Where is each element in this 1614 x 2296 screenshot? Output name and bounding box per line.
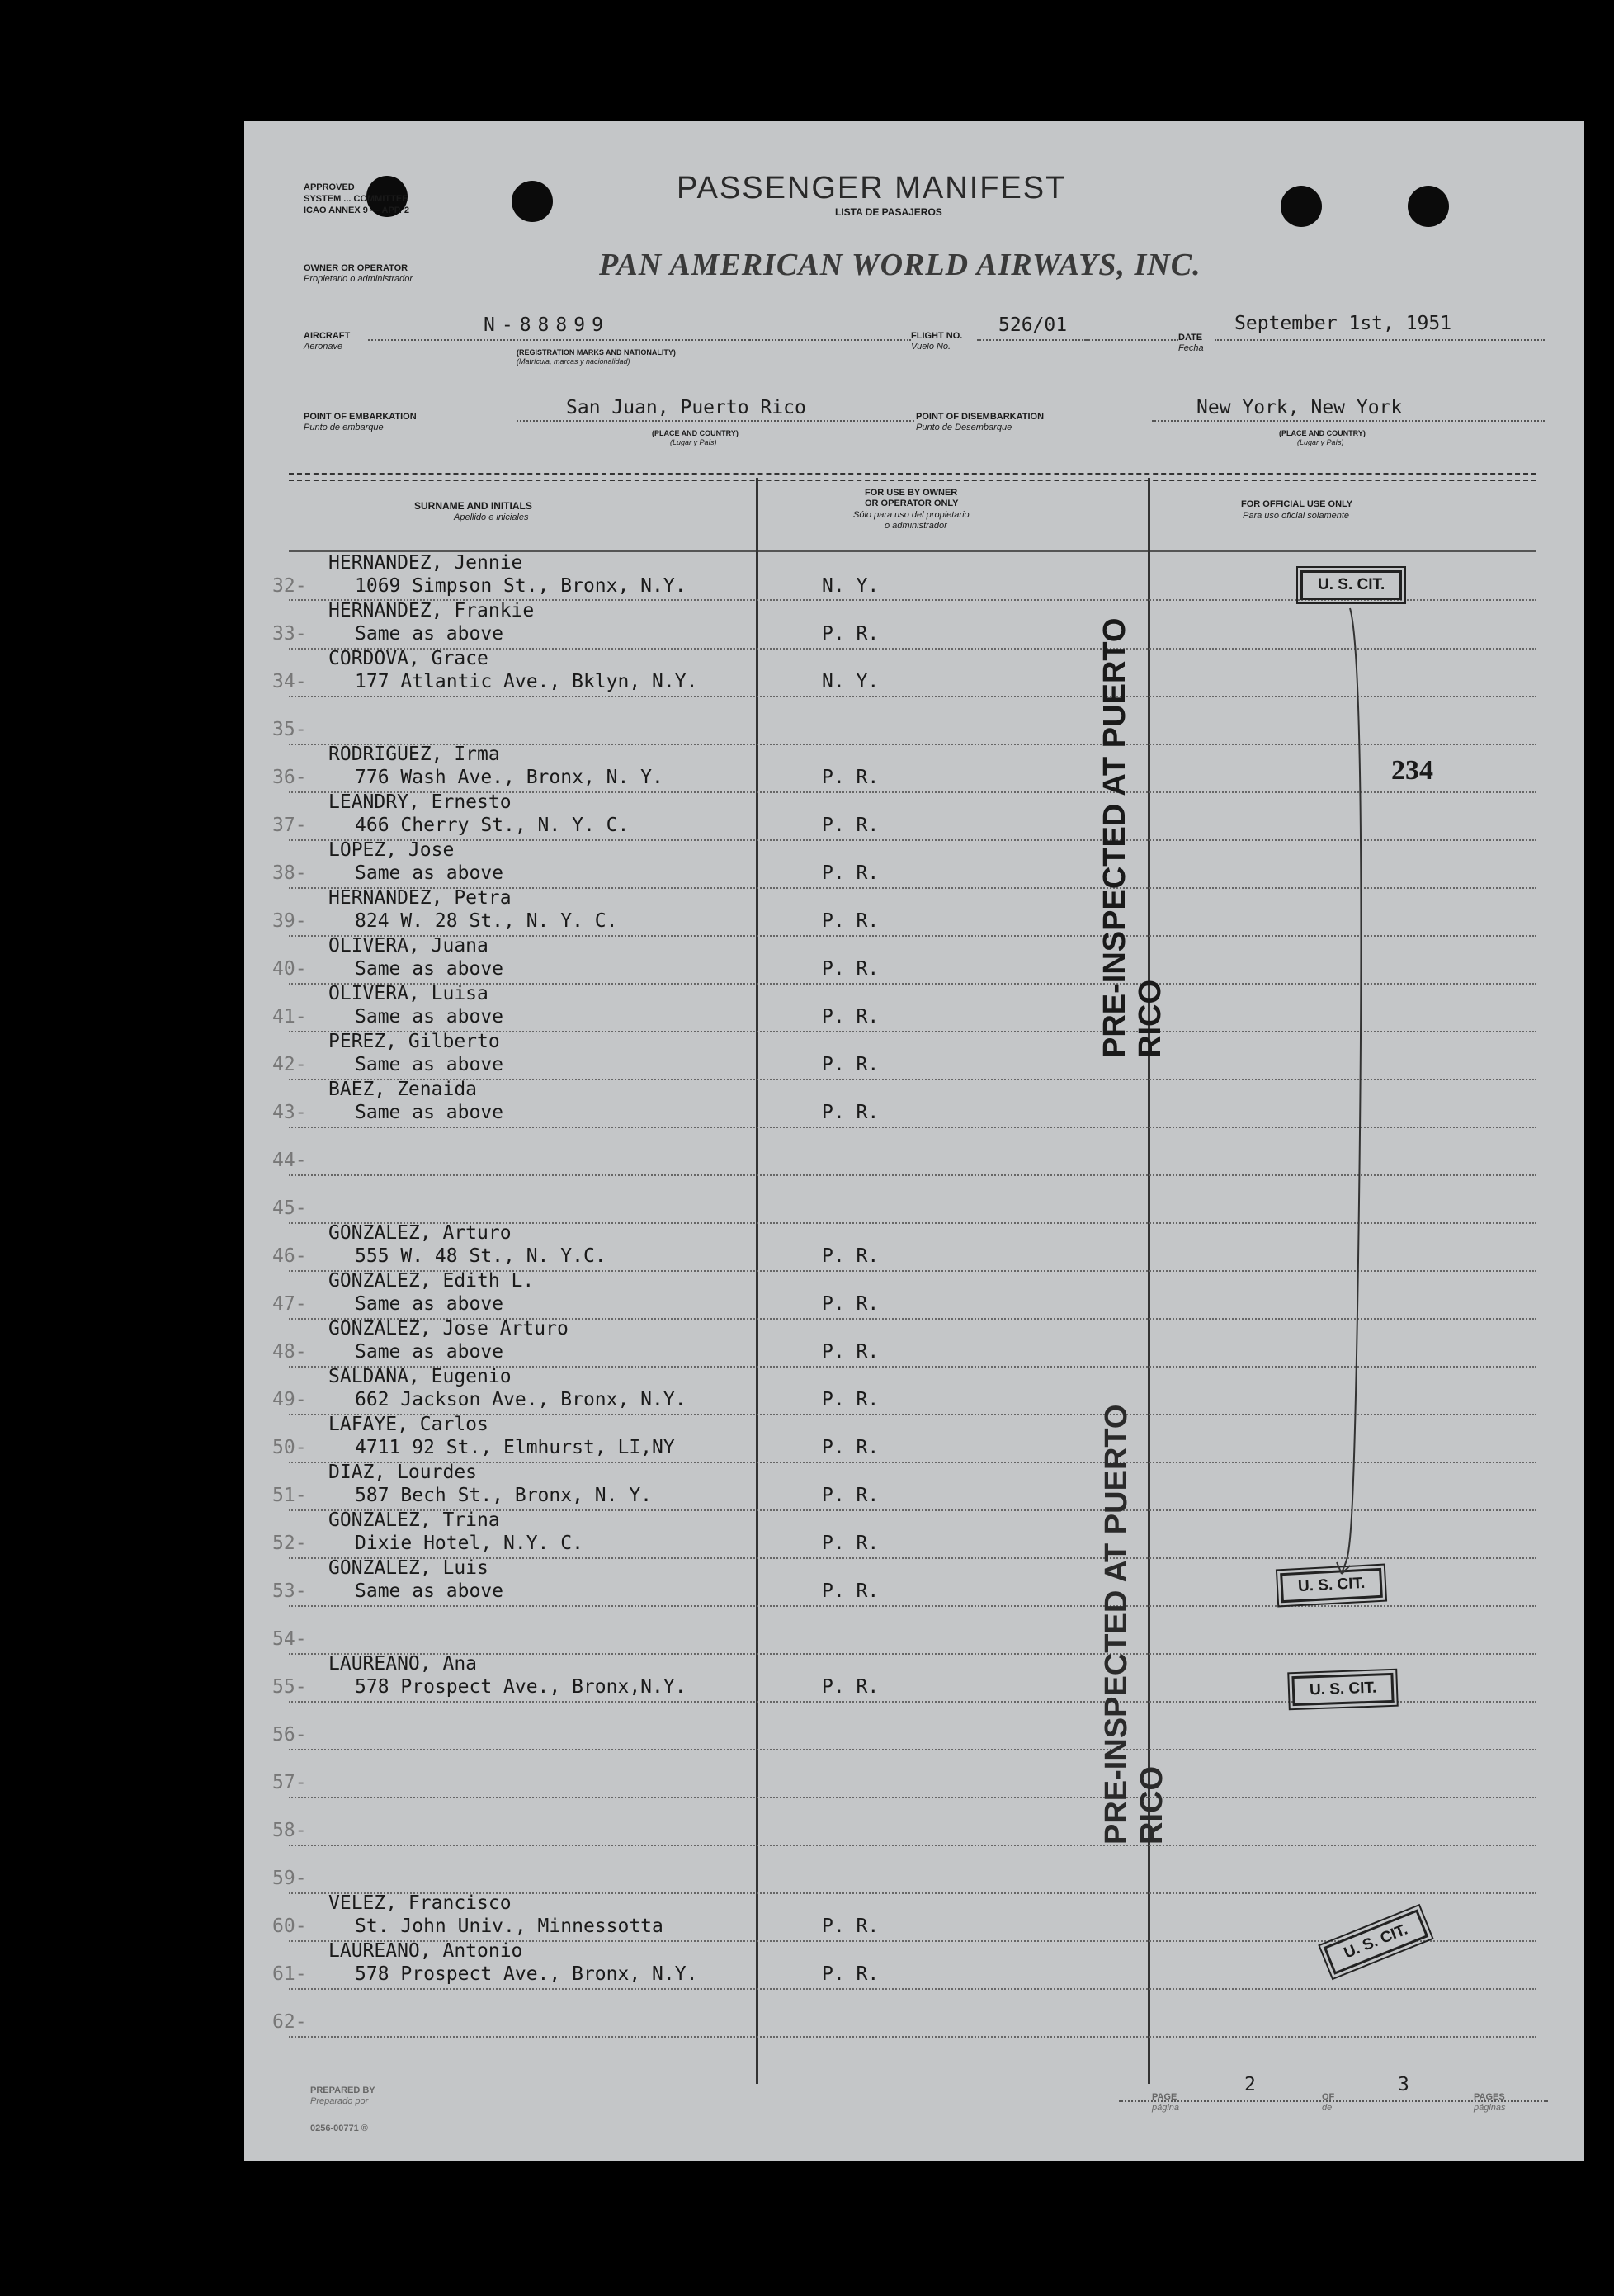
row-number: 35- [272, 719, 307, 740]
approval-line-1: APPROVED [304, 182, 355, 192]
passenger-address: Same as above [355, 1580, 504, 1602]
passenger-address: St. John Univ., Minnessotta [355, 1916, 663, 1937]
us-cit-stamp-2: U. S. CIT. [1280, 1568, 1383, 1603]
destination-mark: P. R. [822, 623, 880, 645]
us-cit-stamp-1: U. S. CIT. [1300, 570, 1402, 600]
us-cit-stamp-4: U. S. CIT. [1324, 1909, 1429, 1975]
row-number: 62- [272, 2011, 307, 2033]
destination-mark: N. Y. [822, 575, 880, 597]
pages-label: PAGES [1474, 2092, 1505, 2102]
date-value: September 1st, 1951 [1234, 313, 1452, 334]
embark-label: POINT OF EMBARKATION [304, 412, 417, 422]
passenger-address: 4711 92 St., Elmhurst, LI,NY [355, 1437, 675, 1458]
row-number: 46- [272, 1245, 307, 1267]
page-label-es: página [1152, 2103, 1180, 2113]
official-header: FOR OFFICIAL USE ONLY [1241, 499, 1353, 509]
row-number: 32- [272, 575, 307, 597]
row-number: 54- [272, 1628, 307, 1650]
row-number: 34- [272, 671, 307, 692]
passenger-name: LAUREANO, Antonio [328, 1940, 523, 1962]
embark-value: San Juan, Puerto Rico [566, 397, 806, 418]
aircraft-label-es: Aeronave [304, 342, 343, 352]
passenger-name: HERNANDEZ, Jennie [328, 552, 523, 574]
passenger-name: HERNANDEZ, Frankie [328, 600, 535, 621]
prepared-label: PREPARED BY [310, 2086, 375, 2095]
disembark-label-es: Punto de Desembarque [916, 423, 1012, 432]
passenger-name: DIAZ, Lourdes [328, 1462, 478, 1483]
passenger-name: RODRIGUEZ, Irma [328, 744, 500, 765]
passenger-name: GONZALEZ, Trina [328, 1509, 500, 1531]
disembark-place-caption-es: (Lugar y País) [1297, 438, 1344, 446]
passenger-name: OLIVERA, Luisa [328, 983, 488, 1004]
of-label-es: de [1322, 2103, 1333, 2113]
passenger-name: GONZALEZ, Luis [328, 1557, 488, 1579]
row-number: 45- [272, 1198, 307, 1219]
row-number: 37- [272, 815, 307, 836]
passenger-address: Dixie Hotel, N.Y. C. [355, 1533, 583, 1554]
row-number: 53- [272, 1580, 307, 1602]
destination-mark: P. R. [822, 815, 880, 836]
passenger-address: 776 Wash Ave., Bronx, N. Y. [355, 767, 663, 788]
passenger-address: Same as above [355, 1054, 504, 1075]
passenger-name: CORDOVA, Grace [328, 648, 488, 669]
passenger-address: 555 W. 48 St., N. Y.C. [355, 1245, 606, 1267]
page-title: PASSENGER MANIFEST [677, 171, 1067, 206]
page-label: PAGE [1152, 2092, 1177, 2102]
row-number: 52- [272, 1533, 307, 1554]
passenger-address: Same as above [355, 1006, 504, 1028]
pages-label-es: páginas [1474, 2103, 1506, 2113]
surname-header: SURNAME AND INITIALS [414, 500, 532, 512]
passenger-address: 177 Atlantic Ave., Bklyn, N.Y. [355, 671, 698, 692]
destination-mark: P. R. [822, 958, 880, 980]
passenger-address: Same as above [355, 1102, 504, 1123]
owner-header-2: OR OPERATOR ONLY [865, 498, 959, 508]
destination-mark: P. R. [822, 1245, 880, 1267]
owner-label-es: Propietario o administrador [304, 274, 413, 284]
row-number: 48- [272, 1341, 307, 1363]
owner-label: OWNER OR OPERATOR [304, 263, 408, 273]
destination-mark: P. R. [822, 1533, 880, 1554]
row-number: 33- [272, 623, 307, 645]
row-number: 47- [272, 1293, 307, 1315]
page-subtitle: LISTA DE PASAJEROS [835, 206, 942, 218]
official-header-es: Para uso oficial solamente [1243, 511, 1350, 521]
row-number: 50- [272, 1437, 307, 1458]
embark-place-caption-es: (Lugar y País) [670, 438, 717, 446]
row-number: 42- [272, 1054, 307, 1075]
destination-mark: P. R. [822, 1676, 880, 1698]
row-number: 43- [272, 1102, 307, 1123]
passenger-address: Same as above [355, 862, 504, 884]
connector-line [1333, 600, 1383, 1590]
disembark-place-caption: (PLACE AND COUNTRY) [1279, 429, 1366, 437]
us-cit-stamp-3: U. S. CIT. [1291, 1673, 1394, 1706]
destination-mark: P. R. [822, 1389, 880, 1410]
owner-header-1: FOR USE BY OWNER [865, 488, 958, 498]
registration-caption: (REGISTRATION MARKS AND NATIONALITY) [517, 348, 676, 357]
row-number: 56- [272, 1724, 307, 1746]
date-label-es: Fecha [1178, 343, 1204, 353]
passenger-name: SALDANA, Eugenio [328, 1366, 512, 1387]
passenger-address: 662 Jackson Ave., Bronx, N.Y. [355, 1389, 687, 1410]
manifest-page [244, 121, 1584, 2161]
passenger-name: OLIVERA, Juana [328, 935, 488, 957]
passenger-address: 466 Cherry St., N. Y. C. [355, 815, 630, 836]
pre-inspected-stamp-2: PRE-INSPECTED AT PUERTO RICO [1099, 1404, 1169, 1845]
aircraft-label: AIRCRAFT [304, 331, 351, 341]
date-label: DATE [1178, 333, 1203, 343]
row-number: 55- [272, 1676, 307, 1698]
flight-value: 526/01 [998, 314, 1068, 336]
column-divider-1 [756, 478, 758, 2084]
passenger-address: 587 Bech St., Bronx, N. Y. [355, 1485, 653, 1506]
punch-hole-3 [1281, 186, 1322, 227]
destination-mark: N. Y. [822, 671, 880, 692]
row-number: 60- [272, 1916, 307, 1937]
embark-label-es: Punto de embarque [304, 423, 384, 432]
row-number: 57- [272, 1772, 307, 1793]
passenger-name: LAFAYE, Carlos [328, 1414, 488, 1435]
passenger-name: BAEZ, Zenaida [328, 1079, 478, 1100]
row-number: 41- [272, 1006, 307, 1028]
form-number: 0256-00771 ® [310, 2124, 368, 2133]
passenger-address: 578 Prospect Ave., Bronx,N.Y. [355, 1676, 687, 1698]
row-number: 49- [272, 1389, 307, 1410]
passenger-address: 1069 Simpson St., Bronx, N.Y. [355, 575, 687, 597]
passenger-name: VELEZ, Francisco [328, 1892, 512, 1914]
total-pages: 3 [1398, 2074, 1409, 2095]
destination-mark: P. R. [822, 767, 880, 788]
destination-mark: P. R. [822, 1580, 880, 1602]
of-label: OF [1322, 2092, 1335, 2102]
destination-mark: P. R. [822, 1963, 880, 1985]
destination-mark: P. R. [822, 1437, 880, 1458]
passenger-name: GONZALEZ, Jose Arturo [328, 1318, 569, 1339]
surname-header-es: Apellido e iniciales [454, 513, 529, 522]
passenger-name: LEANDRY, Ernesto [328, 791, 512, 813]
page-number: 2 [1244, 2074, 1256, 2095]
row-number: 58- [272, 1820, 307, 1841]
registration-caption-es: (Matrícula, marcas y nacionalidad) [517, 357, 630, 366]
row-number: 38- [272, 862, 307, 884]
destination-mark: P. R. [822, 1102, 880, 1123]
row-number: 51- [272, 1485, 307, 1506]
row-number: 40- [272, 958, 307, 980]
official-number: 234 [1391, 755, 1433, 786]
passenger-name: LOPEZ, Jose [328, 839, 455, 861]
destination-mark: P. R. [822, 1293, 880, 1315]
flight-label: FLIGHT NO. [911, 331, 963, 341]
passenger-name: GONZALEZ, Arturo [328, 1222, 512, 1244]
approval-line-2: SYSTEM ... COMMITTEE [304, 194, 408, 204]
owner-header-es-1: Sólo para uso del propietario [853, 510, 970, 520]
destination-mark: P. R. [822, 1341, 880, 1363]
embark-place-caption: (PLACE AND COUNTRY) [652, 429, 739, 437]
row-number: 36- [272, 767, 307, 788]
aircraft-value: N-88899 [484, 314, 610, 336]
passenger-address: 824 W. 28 St., N. Y. C. [355, 910, 618, 932]
destination-mark: P. R. [822, 1485, 880, 1506]
row-number: 39- [272, 910, 307, 932]
owner-header-es-2: o administrador [885, 521, 947, 531]
row-number: 44- [272, 1150, 307, 1171]
row-number: 59- [272, 1868, 307, 1889]
passenger-address: Same as above [355, 1341, 504, 1363]
destination-mark: P. R. [822, 910, 880, 932]
disembark-label: POINT OF DISEMBARKATION [916, 412, 1045, 422]
row-number: 61- [272, 1963, 307, 1985]
approval-line-3: ICAO ANNEX 9 — APP. 2 [304, 206, 409, 215]
punch-hole-2 [512, 181, 553, 222]
destination-mark: P. R. [822, 1006, 880, 1028]
header-rule [289, 473, 1536, 481]
prepared-label-es: Preparado por [310, 2096, 369, 2106]
destination-mark: P. R. [822, 1916, 880, 1937]
passenger-address: Same as above [355, 1293, 504, 1315]
destination-mark: P. R. [822, 1054, 880, 1075]
pre-inspected-stamp-1: PRE-INSPECTED AT PUERTO RICO [1097, 617, 1168, 1058]
passenger-name: LAUREANO, Ana [328, 1653, 478, 1675]
passenger-address: 578 Prospect Ave., Bronx, N.Y. [355, 1963, 698, 1985]
passenger-name: PEREZ, Gilberto [328, 1031, 500, 1052]
passenger-address: Same as above [355, 958, 504, 980]
flight-label-es: Vuelo No. [911, 342, 951, 352]
passenger-name: GONZALEZ, Edith L. [328, 1270, 535, 1292]
destination-mark: P. R. [822, 862, 880, 884]
punch-hole-4 [1408, 186, 1449, 227]
passenger-name: HERNANDEZ, Petra [328, 887, 512, 909]
owner-value: PAN AMERICAN WORLD AIRWAYS, INC. [599, 248, 1201, 282]
disembark-value: New York, New York [1196, 397, 1403, 418]
passenger-address: Same as above [355, 623, 504, 645]
